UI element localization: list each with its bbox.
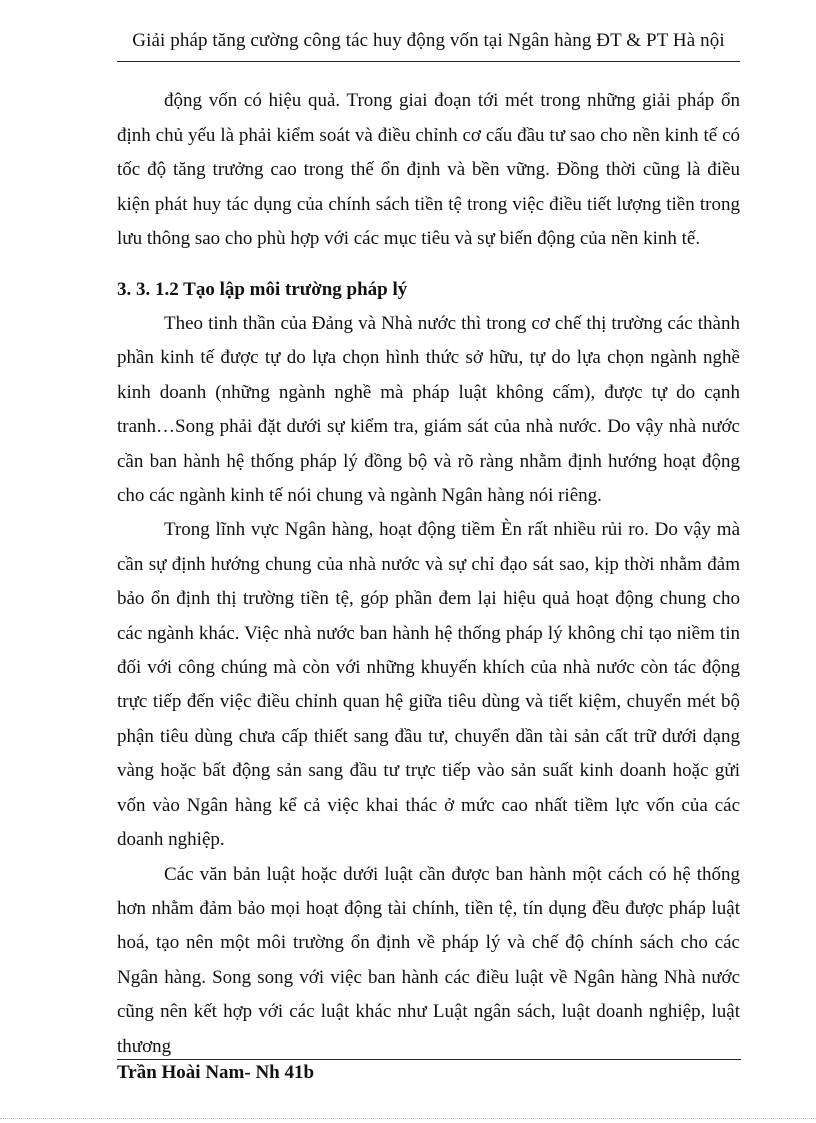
page-header-title: Giải pháp tăng cường công tác huy động vốn tại Ngân hàng ĐT & PT Hà nội [132,30,725,51]
page-edge-divider [0,1118,816,1119]
intro-paragraph: động vốn có hiệu quả. Trong giai đoạn tới mét trong những giải pháp ổn định chủ yếu là phải kiểm soát và điều chỉnh cơ cấu đầu tư sao cho nền kinh tế có tốc độ tăng trưởng cao trong thế ổn định và bền vững. Đồng thời cũng là điều kiện phát huy tác dụng của chính sách tiền tệ trong việc điều tiết lượng tiền trong lưu thông sao cho phù hợp với các mục tiêu và sự biến động của nền kinh tế. [117,90,740,250]
section-paragraph-2: Trong lĩnh vực Ngân hàng, hoạt động tiềm Èn rất nhiều rủi ro. Do vậy mà cần sự định hướng chung của nhà nước và sự chỉ đạo sát sao, kịp thời nhằm đảm bảo ổn định thị trường tiền tệ, góp phần đem lại hiệu quả hoạt động chung cho các ngành khác. Việc nhà nước ban hành hệ thống pháp lý không chỉ tạo niềm tin đối với công chúng mà còn với những khuyến khích của nhà nước còn tác động trực tiếp đến việc điều chỉnh quan hệ giữa tiêu dùng và tiết kiệm, chuyển mét bộ phận tiêu dùng chưa cấp thiết sang đầu tư, chuyển dần tài sản cất trữ dưới dạng vàng hoặc bất động sản sang đầu tư trực tiếp vào sản suất kinh doanh hoặc gửi vốn vào Ngân hàng kể cả việc khai thác ở mức cao nhất tiềm lực vốn của các doanh nghiệp. [117,519,740,851]
footer-author: Trần Hoài Nam- Nh 41b [117,1062,315,1083]
section-paragraph-3: Các văn bản luật hoặc dưới luật cần được ban hành một cách có hệ thống hơn nhằm đảm bảo mọi hoạt động tài chính, tiền tệ, tín dụng đều được pháp luật hoá, tạo nên một môi trường ổn định về pháp lý và chế độ chính sách cho các Ngân hàng. Song song với việc ban hành các điều luật về Ngân hàng Nhà nước cũng nên kết hợp với các luật khác như Luật ngân sách, luật doanh nghiệp, luật thương [117,863,740,1057]
section-paragraph-1: Theo tinh thần của Đảng và Nhà nước thì trong cơ chế thị trường các thành phần kinh tế được tự do lựa chọn hình thức sở hữu, tự do lựa chọn ngành nghề kinh doanh (những ngành nghề mà pháp luật không cấm), được tự do cạnh tranh…Song phải đặt dưới sự kiểm tra, giám sát của nhà nước. Do vậy nhà nước cần ban hành hệ thống pháp lý đồng bộ và rõ ràng nhằm định hướng hoạt động cho các ngành kinh tế nói chung và ngành Ngân hàng nói riêng. [117,313,740,507]
footer-divider [117,1059,741,1060]
header-divider [117,61,740,62]
section-body [117,307,740,1064]
intro-text-block [117,84,740,257]
section-heading: 3. 3. 1.2 Tạo lập môi trường pháp lý [117,279,408,300]
